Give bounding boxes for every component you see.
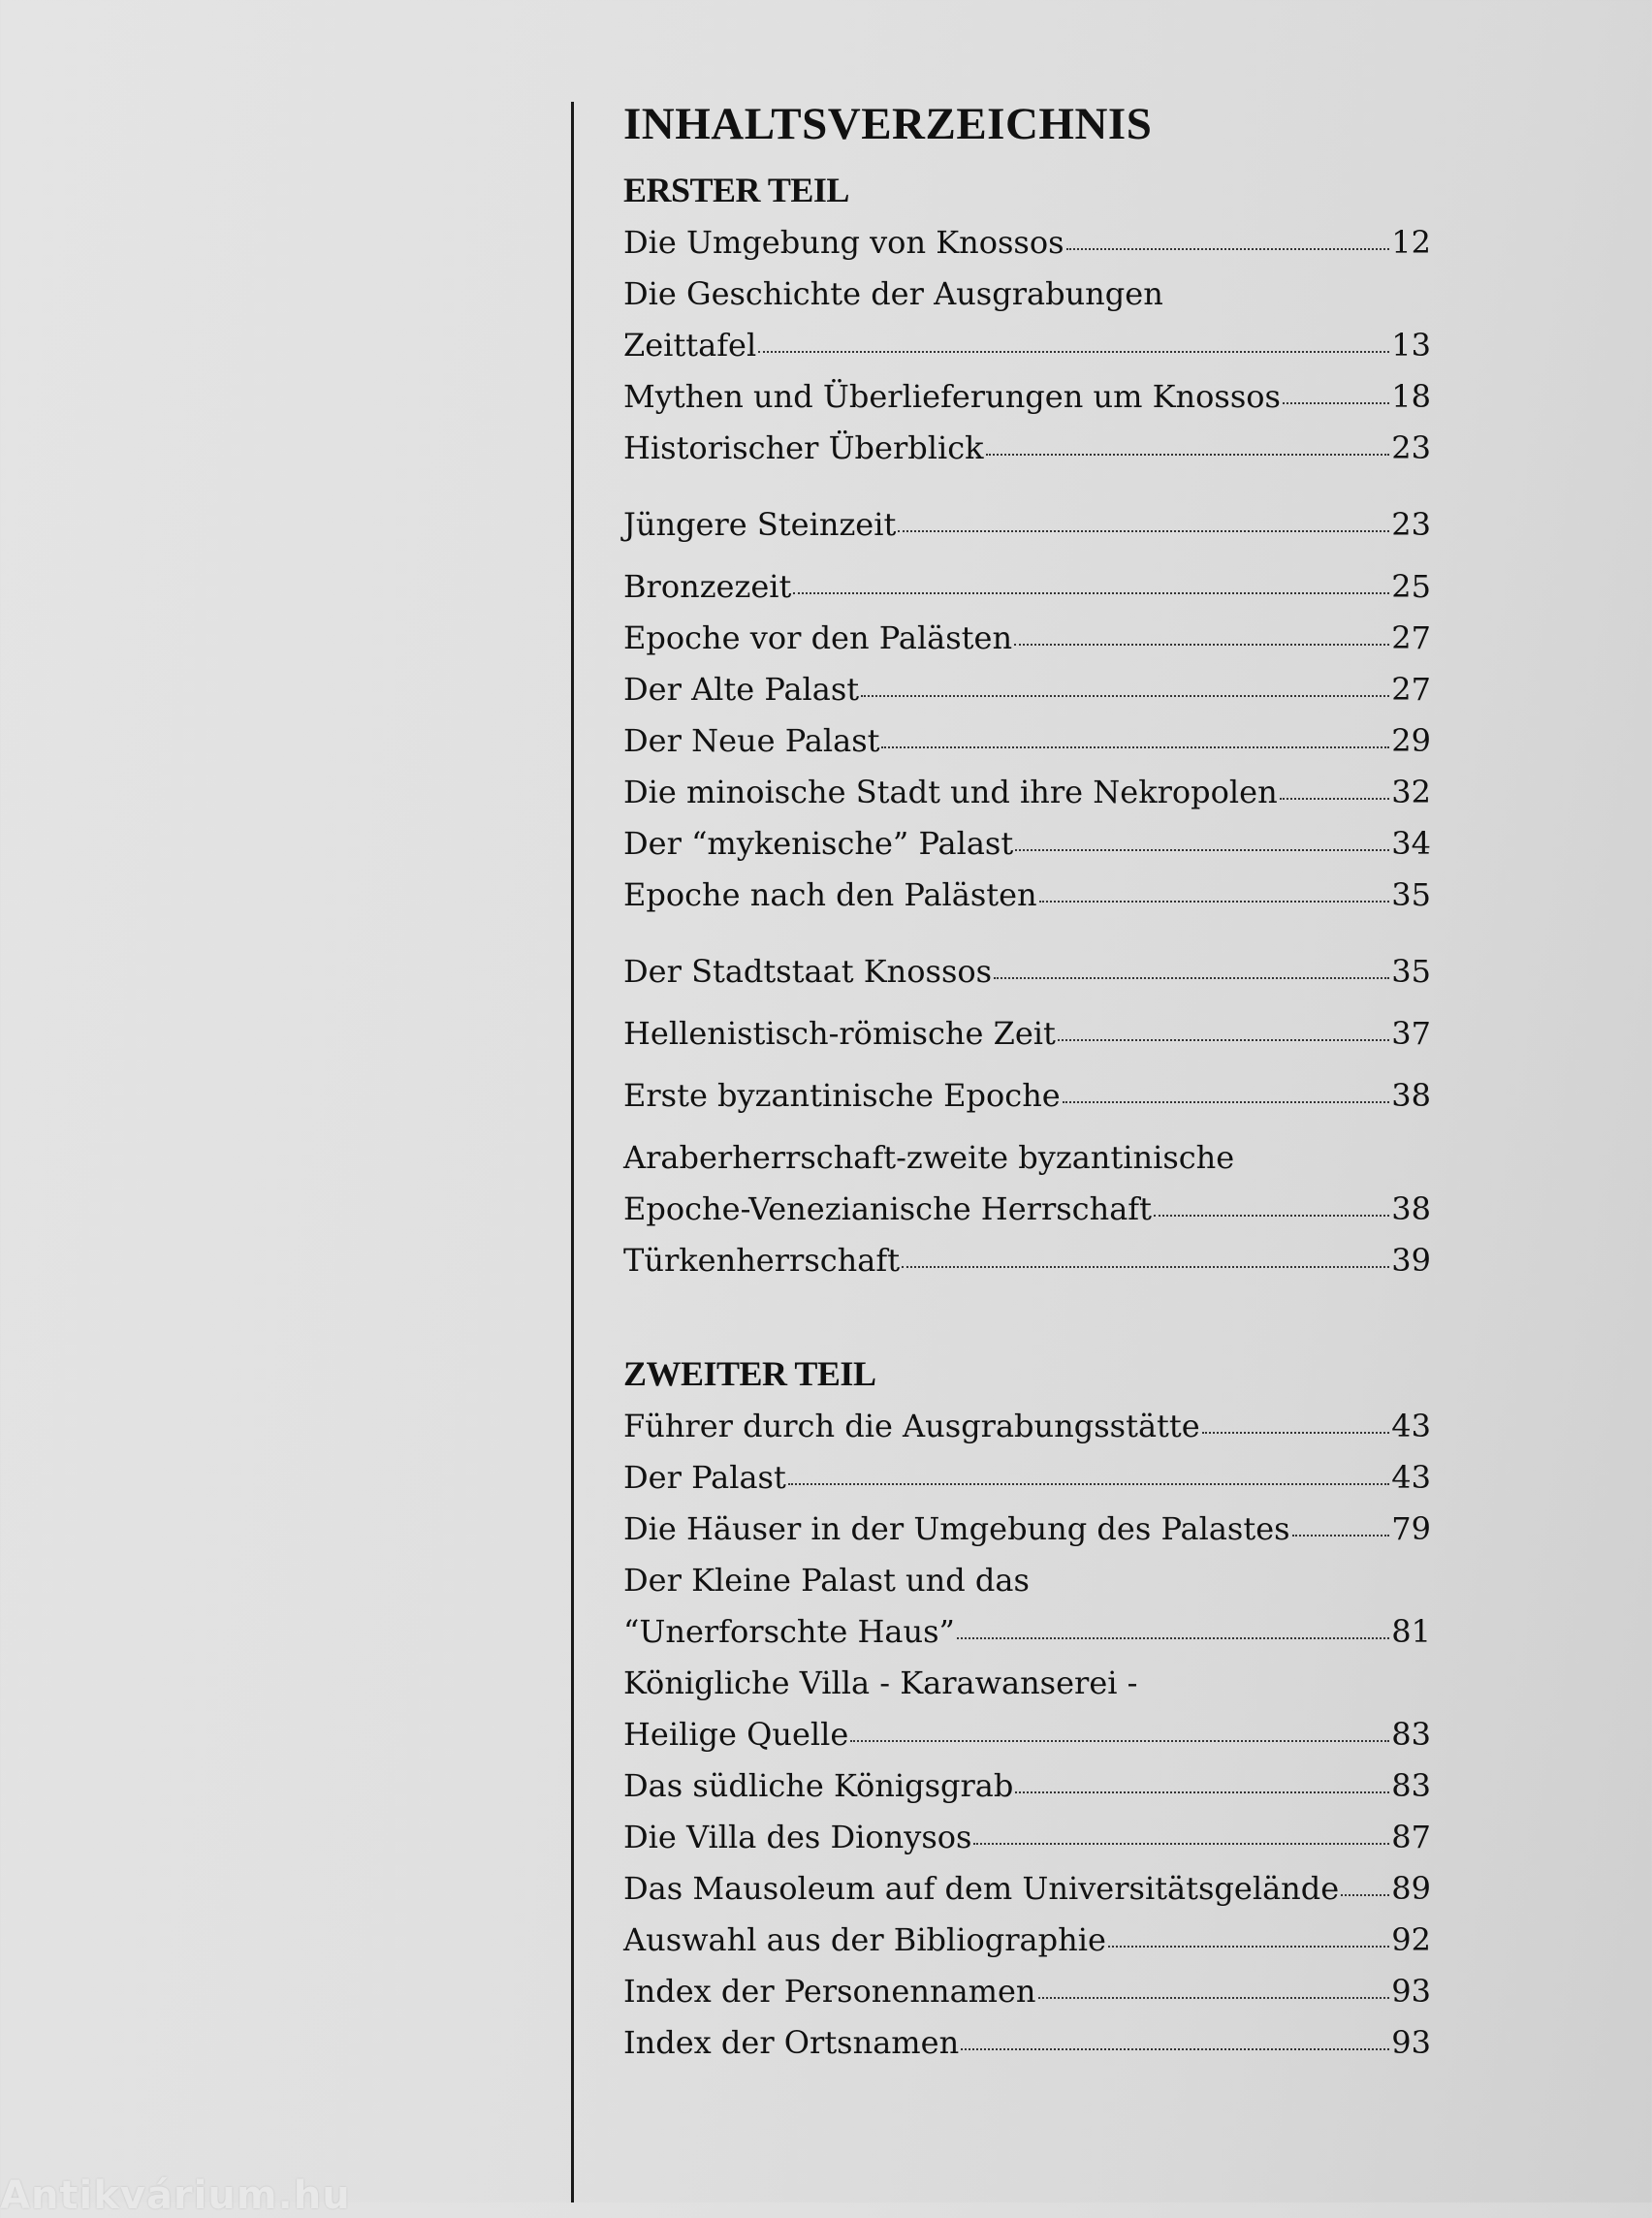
entry-page: 18 [1391, 378, 1431, 415]
dot-leader [1280, 798, 1390, 800]
dot-leader [1063, 1101, 1390, 1103]
dot-leader [994, 977, 1389, 979]
entry-page: 25 [1391, 568, 1431, 605]
toc-entry [623, 613, 1431, 664]
entry-text: Die Umgebung von Knossos [623, 224, 1064, 261]
dot-leader [957, 1637, 1389, 1639]
toc-entry [623, 423, 1431, 474]
toc-entry [623, 320, 1431, 371]
dot-leader [788, 1483, 1389, 1485]
entry-text: Epoche-Venezianische Herrschaft [623, 1190, 1152, 1227]
entry-text: Jüngere Steinzeit [623, 506, 897, 543]
dot-leader [861, 695, 1389, 697]
toc-entry [623, 1709, 1431, 1760]
toc-entry [623, 1760, 1431, 1812]
entry-page: 38 [1391, 1077, 1431, 1114]
entry-page: 27 [1391, 671, 1431, 708]
entry-text: Epoche nach den Palästen [623, 876, 1037, 913]
entry-text: Das südliche Königsgrab [623, 1767, 1014, 1804]
table-of-contents [623, 97, 1431, 2069]
entry-text: Königliche Villa - Karawanserei - [623, 1664, 1138, 1701]
toc-entry [623, 1008, 1431, 1060]
entry-page: 34 [1391, 825, 1431, 862]
dot-leader [850, 1740, 1389, 1742]
entry-text: Die Villa des Dionysos [623, 1819, 972, 1855]
toc-entry [623, 269, 1431, 320]
section-heading: ZWEITER TEIL [623, 1354, 876, 1393]
toc-entry [623, 1966, 1431, 2017]
entry-text: Araberherrschaft-zweite byzantinische [623, 1139, 1235, 1176]
toc-entry [623, 1863, 1431, 1915]
toc-entry [623, 2017, 1431, 2069]
entry-text: Das Mausoleum auf dem Universitätsgelände [623, 1870, 1340, 1907]
entry-text: Der Stadtstaat Knossos [623, 953, 993, 990]
entry-page: 32 [1391, 774, 1431, 810]
entry-text: Auswahl aus der Bibliographie [623, 1921, 1106, 1958]
entry-text: Erste byzantinische Epoche [623, 1077, 1061, 1114]
entry-text: Der Neue Palast [623, 722, 880, 759]
dot-leader [973, 1843, 1389, 1845]
section-spacer [623, 1286, 1431, 1352]
dot-leader [986, 454, 1390, 456]
entry-text: Die minoische Stadt und ihre Nekropolen [623, 774, 1278, 810]
dot-leader [793, 592, 1389, 594]
dot-leader [1341, 1894, 1389, 1896]
toc-entry [623, 1915, 1431, 1966]
toc-entry [623, 870, 1431, 921]
dot-leader [898, 530, 1389, 532]
dot-leader [1038, 1997, 1390, 1999]
toc-entry [623, 715, 1431, 767]
entry-text: Hellenistisch-römische Zeit [623, 1015, 1056, 1052]
entry-text: Heilige Quelle [623, 1716, 849, 1753]
toc-entry [623, 1812, 1431, 1863]
toc-entry [623, 946, 1431, 998]
toc-entry [623, 1658, 1431, 1709]
toc-entry [623, 1452, 1431, 1504]
dot-leader [758, 351, 1389, 353]
entry-text: Die Häuser in der Umgebung des Palastes [623, 1510, 1290, 1547]
toc-entry [623, 1504, 1431, 1555]
dot-leader [902, 1266, 1389, 1268]
entry-page: 79 [1391, 1510, 1431, 1547]
entry-text: Der “mykenische” Palast [623, 825, 1014, 862]
entry-page: 37 [1391, 1015, 1431, 1052]
entry-text: Epoche vor den Palästen [623, 619, 1013, 656]
toc-entry [623, 1132, 1431, 1184]
dot-leader [1202, 1432, 1390, 1434]
section-part-one [623, 169, 1431, 1286]
entry-page: 83 [1391, 1767, 1431, 1804]
toc-entry [623, 1235, 1431, 1286]
entry-page: 81 [1391, 1613, 1431, 1650]
toc-entry [623, 818, 1431, 870]
entry-page: 12 [1391, 224, 1431, 261]
entry-text: Index der Personennamen [623, 1973, 1036, 2010]
section-part-two [623, 1352, 1431, 2069]
page-title: INHALTSVERZEICHNIS [623, 99, 1153, 149]
entry-text: Bronzezeit [623, 568, 792, 605]
entry-page: 35 [1391, 953, 1431, 990]
dot-leader [1154, 1215, 1389, 1217]
toc-entry [623, 1401, 1431, 1452]
entry-page: 13 [1391, 327, 1431, 364]
entry-page: 29 [1391, 722, 1431, 759]
entry-page: 83 [1391, 1716, 1431, 1753]
dot-leader [1292, 1535, 1390, 1537]
watermark-text: Antikvárium.hu [0, 2173, 351, 2218]
entry-page: 93 [1391, 1973, 1431, 2010]
section-heading: ERSTER TEIL [623, 171, 849, 209]
entry-text: Die Geschichte der Ausgrabungen [623, 275, 1163, 312]
entry-page: 27 [1391, 619, 1431, 656]
dot-leader [1015, 849, 1389, 851]
entry-text: Zeittafel [623, 327, 757, 364]
entry-page: 43 [1391, 1408, 1431, 1444]
entry-text: Mythen und Überlieferungen um Knossos [623, 378, 1281, 415]
dot-leader [1039, 901, 1390, 903]
entry-text: Der Palast [623, 1459, 786, 1496]
entry-text: Index der Ortsnamen [623, 2024, 960, 2061]
toc-entry [623, 664, 1431, 715]
dot-leader [1058, 1039, 1389, 1041]
entry-page: 23 [1391, 506, 1431, 543]
entry-text: Der Alte Palast [623, 671, 860, 708]
toc-entry [623, 561, 1431, 613]
entry-text: Historischer Überblick [623, 429, 984, 466]
toc-entry [623, 371, 1431, 423]
entry-page: 38 [1391, 1190, 1431, 1227]
dot-leader [1283, 402, 1389, 404]
entry-page: 23 [1391, 429, 1431, 466]
entry-text: Türkenherrschaft [623, 1242, 901, 1279]
entry-page: 92 [1391, 1921, 1431, 1958]
dot-leader [1015, 1791, 1389, 1793]
entry-text: “Unerforschte Haus” [623, 1613, 955, 1650]
toc-entry [623, 1555, 1431, 1606]
toc-entry [623, 499, 1431, 551]
toc-entry [623, 1606, 1431, 1658]
entry-page: 43 [1391, 1459, 1431, 1496]
dot-leader [881, 746, 1389, 748]
entry-page: 87 [1391, 1819, 1431, 1855]
entry-page: 35 [1391, 876, 1431, 913]
toc-entry [623, 767, 1431, 818]
dot-leader [961, 2048, 1389, 2050]
dot-leader [1014, 644, 1389, 646]
dot-leader [1108, 1946, 1389, 1948]
entry-page: 93 [1391, 2024, 1431, 2061]
toc-entry [623, 217, 1431, 269]
entry-page: 39 [1391, 1242, 1431, 1279]
dot-leader [1066, 248, 1390, 250]
toc-entry [623, 1184, 1431, 1235]
entry-page: 89 [1391, 1870, 1431, 1907]
toc-entry [623, 1070, 1431, 1122]
entry-text: Führer durch die Ausgrabungsstätte [623, 1408, 1200, 1444]
entry-text: Der Kleine Palast und das [623, 1562, 1030, 1599]
vertical-rule [571, 102, 574, 2202]
